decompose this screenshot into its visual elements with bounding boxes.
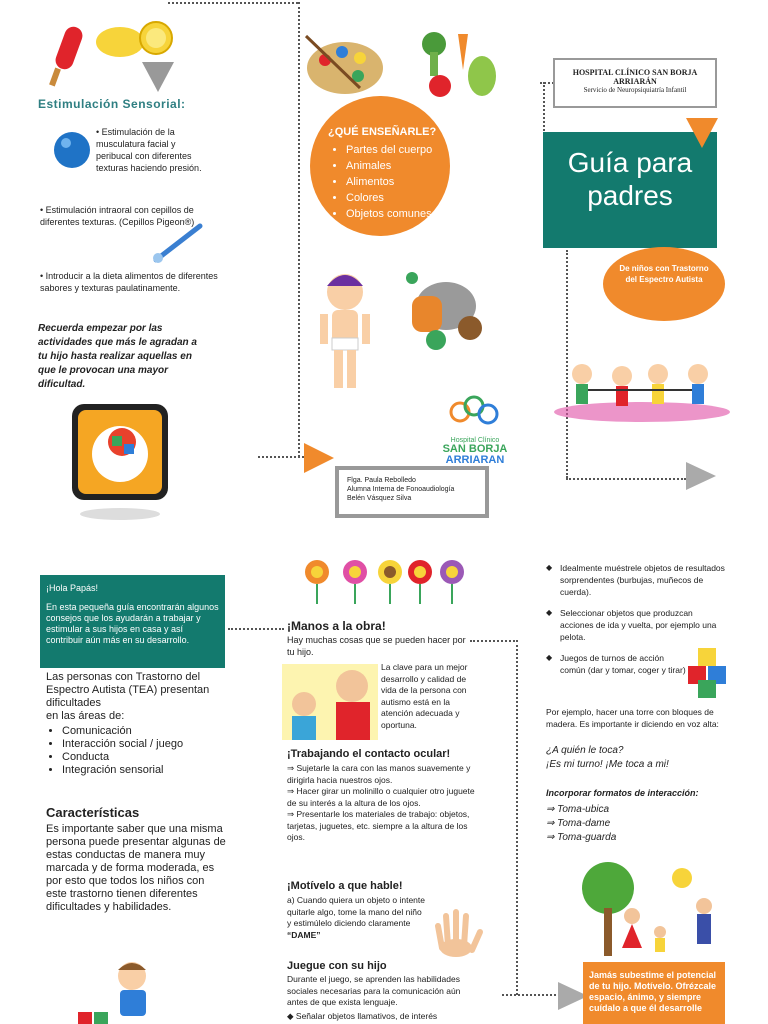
brain-puzzle-app-icon xyxy=(70,402,170,522)
animals-illustration xyxy=(384,270,484,354)
credits-box: Flga. Paula Rebolledo Alumna Interna de Fonoaudiología Belén Vásquez Silva xyxy=(335,466,489,518)
what-to-teach-list xyxy=(328,142,450,222)
guide-title-box xyxy=(543,132,717,248)
hospital-service: Servicio de Neuropsiquiatría Infantil xyxy=(583,86,687,94)
tea-areas-list xyxy=(46,725,226,777)
hello-greeting: ¡Hola Papás! xyxy=(46,583,99,593)
vegetables-illustration xyxy=(414,26,506,106)
hello-text: En esta pequeña guía encontrarán algunos consejos que los ayudarán a trabajar y estimular a sus hijos en casa y así contribuir aún más en su desarrollo. xyxy=(46,602,219,645)
children-holding-hands-illustration xyxy=(552,356,732,426)
tower-example: Por ejemplo, hacer una torre con bloques de madera. Es importante ir diciendo en voz alta: xyxy=(546,707,719,729)
list-item: • Alimentos xyxy=(346,174,450,190)
colored-blocks-icon xyxy=(684,646,734,698)
connector-line xyxy=(516,640,518,995)
list-item: ⇒ Toma-dame xyxy=(546,817,616,831)
sensorial-item-2: • Estimulación intraoral con cepillos de diferentes texturas. (Cepillos Pigeon®) xyxy=(40,205,195,227)
list-item: • Comunicación xyxy=(62,725,226,738)
hospital-header-box xyxy=(553,58,717,108)
list-item: • Partes del cuerpo xyxy=(346,142,450,158)
hospital-logo-text: Hospital Clínico SAN BORJA ARRIARAN xyxy=(442,437,508,466)
family-tree-illustration xyxy=(578,858,728,960)
connector-line xyxy=(502,994,560,996)
eye-contact-title: ¡Trabajando el contacto ocular! xyxy=(287,748,451,760)
list-item: • Conducta xyxy=(62,751,226,764)
connector-line xyxy=(566,478,686,480)
open-hand-icon xyxy=(432,908,486,958)
connector-line xyxy=(228,628,284,630)
adult-child-eye-contact-illustration xyxy=(282,664,378,740)
list-item: ⇒ Hacer girar un molinillo o cualquier otro juguete de su interés a la altura de los ojos. xyxy=(287,786,482,809)
paint-palette-illustration xyxy=(300,30,390,100)
child-playing-blocks-illustration xyxy=(72,958,172,1024)
arrow-down-icon xyxy=(686,118,718,148)
list-item: ⇒ Sujetarle la cara con las manos suavemente y dirigirla hacia nuestros ojos. xyxy=(287,763,482,786)
toothbrush-icon xyxy=(150,220,206,266)
formats-list xyxy=(546,803,616,845)
hands-on-intro: Hay muchas cosas que se pueden hacer por tu hijo. xyxy=(287,635,466,657)
what-to-teach-title: ¿QUÉ ENSEÑARLE? xyxy=(328,126,437,138)
list-item: ⇒ Toma-guarda xyxy=(546,831,616,845)
characteristics-title: Características xyxy=(46,805,140,820)
guide-title: Guía para padres xyxy=(567,147,693,211)
characteristics-text: Es importante saber que una misma persona puede presentar algunas de estas conductas de manera muy marcada y de forma moderada, es por esto que todos los niños con este trastorno tienen diferentes dificultades y habilidades. xyxy=(46,823,226,913)
hands-on-title: ¡Manos a la obra! xyxy=(287,619,386,633)
play-item: ◆ Señalar objetos llamativos, de interés xyxy=(287,1011,438,1021)
connector-line xyxy=(258,456,304,458)
list-item: • Colores xyxy=(346,190,450,206)
hospital-name: HOSPITAL CLÍNICO SAN BORJA ARRIARÁN xyxy=(572,68,698,86)
arrow-right-icon xyxy=(686,462,716,490)
motivate-title: ¡Motívelo a que hable! xyxy=(287,880,403,892)
connector-line xyxy=(470,640,518,642)
tea-intro: Las personas con Trastorno del Espectro Autista (TEA) presentan dificultades xyxy=(46,671,210,709)
arrow-down-icon xyxy=(142,62,174,92)
list-item: ◆ Seleccionar objetos que produzcan acciones de ida y vuelta, por ejemplo una pelota. xyxy=(546,607,726,643)
motivate-text: a) Cuando quiera un objeto o intente quitarle algo, tome la mano del niño y estimúlelo diciendo claramente “DAME” xyxy=(287,895,425,940)
sensorial-reminder: Recuerda empezar por las actividades que más le agradan a tu hijo hasta realizar aquellas en que le provocan una mayor dificultad. xyxy=(38,323,197,390)
sensorial-item-3: • Introducir a la dieta alimentos de diferentes sabores y texturas paulatinamente. xyxy=(40,271,218,293)
guide-subtitle: De niños con Trastorno del Espectro Autista xyxy=(603,247,725,321)
arrow-right-icon xyxy=(304,443,334,473)
list-item: • Animales xyxy=(346,158,450,174)
hands-on-key: La clave para un mejor desarrollo y calidad de vida de la persona con autismo está en la atención adecuada y oportuna. xyxy=(381,662,468,730)
turn-phrases: ¿A quién le toca? ¡Es mi turno! ¡Me toca a mi! xyxy=(546,745,669,770)
connector-line xyxy=(168,2,298,4)
sensorial-item-1: • Estimulación de la musculatura facial y peribucal con diferentes texturas haciendo presión. xyxy=(96,127,202,173)
textured-ball-icon xyxy=(52,130,92,170)
formats-title: Incorporar formatos de interacción: xyxy=(546,788,699,798)
tea-intro-areas: en las áreas de: xyxy=(46,710,125,722)
connector-line xyxy=(543,82,545,134)
eye-contact-list xyxy=(287,763,482,844)
boy-body-illustration xyxy=(310,268,380,394)
list-item: • Interacción social / juego xyxy=(62,738,226,751)
hello-parents-box xyxy=(40,575,225,668)
list-item: • Objetos comunes xyxy=(346,206,450,222)
list-item: ◆ Idealmente muéstrele objetos de resultados sorprendentes (burbujas, muñecos de cuerda). xyxy=(546,562,726,598)
list-item: ⇒ Toma-ubica xyxy=(546,803,616,817)
what-to-teach-circle xyxy=(310,96,450,236)
tea-section xyxy=(46,671,226,777)
list-item: ◆ Juegos de turnos de acción común (dar y tomar, coger y tirar) xyxy=(546,652,690,676)
play-title: Juegue con su hijo xyxy=(287,960,387,972)
sensorial-title: Estimulación Sensorial: xyxy=(38,97,186,111)
hospital-logo-icon xyxy=(448,392,502,436)
list-item: • Integración sensorial xyxy=(62,764,226,777)
play-text: Durante el juego, se aprenden las habilidades sociales necesarias para la comunicación aún antes de que exista lenguaje. xyxy=(287,974,461,1007)
list-item: ⇒ Presentarle los materiales de trabajo: objetos, tarjetas, juguetes, etc. siempre a la altura de los ojos. xyxy=(287,809,482,844)
final-message-box: Jamás subestime el potencial de tu hijo. Motívelo. Ofrézcale espacio, ánimo, y siempre cuídalo a que él desarrolle xyxy=(583,962,725,1024)
flowers-illustration xyxy=(300,556,470,606)
